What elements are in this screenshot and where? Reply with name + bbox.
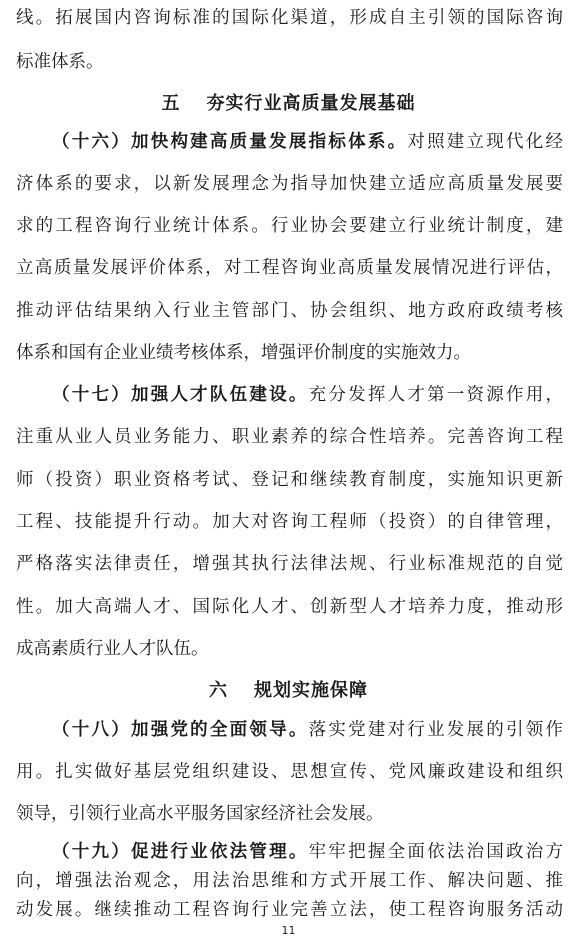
paragraph-text: 落实党建对行业发展的引领作 (308, 720, 564, 740)
text-line: 体系和国有企业业绩考核体系，增强评价制度的实施效力。 (16, 343, 471, 363)
text-line: 求的工程咨询行业统计体系。行业协会要建立行业统计制度，建 (16, 216, 563, 236)
section-title: 规划实施保障 (254, 680, 368, 701)
text-line: 标准体系。 (16, 52, 104, 72)
text-line: 立高质量发展评价体系，对工程咨询业高质量发展情况进行评估， (16, 258, 563, 278)
section-number: 六 (209, 680, 228, 701)
paragraph-lead: （十八）加强党的全面领导。 (52, 720, 309, 740)
paragraph-lead: （十九）促进行业依法管理。 (52, 842, 309, 862)
section-heading (0, 89, 577, 119)
section-number: 五 (161, 93, 181, 114)
text-line: 线。拓展国内咨询标准的国际化渠道，形成自主引领的国际咨询 (16, 8, 563, 28)
text-line: 向，增强法治观念，用法治思维和方式开展工作、解决问题、推 (16, 871, 563, 891)
section-heading (0, 676, 577, 706)
paragraph-start (0, 838, 577, 866)
text-line: 成高素质行业人才队伍。 (16, 639, 209, 659)
paragraph-start (0, 128, 577, 156)
text-line: 推动评估结果纳入行业主管部门、协会组织、地方政府政绩考核 (16, 301, 563, 321)
paragraph-text: 牢牢把握全面依法治国政治方 (308, 842, 564, 862)
text-line: 动发展。继续推动工程咨询行业完善立法，使工程咨询服务活动 (16, 900, 563, 920)
page-number: 11 (281, 924, 296, 937)
text-line: 注重从业人员业务能力、职业素养的综合性培养。完善咨询工程 (16, 427, 563, 447)
paragraph-text: 充分发挥人才第一资源作用， (308, 385, 564, 405)
text-line: 工程、技能提升行动。加大对咨询工程师（投资）的自律管理， (16, 512, 563, 532)
text-line: 严格落实法律责任，增强其执行法律法规、行业标准规范的自觉 (16, 554, 563, 574)
paragraph-start (0, 716, 577, 744)
paragraph-lead: （十六）加快构建高质量发展指标体系。 (52, 132, 408, 152)
text-line: 师（投资）职业资格考试、登记和继续教育制度，实施知识更新 (16, 470, 563, 490)
text-line: 领导，引领行业高水平服务国家经济社会发展。 (16, 804, 384, 824)
section-title: 夯实行业高质量发展基础 (206, 93, 416, 114)
paragraph-start (0, 381, 577, 409)
text-line: 性。加大高端人才、国际化人才、创新型人才培养力度，推动形 (16, 597, 563, 617)
text-line: 用。扎实做好基层党组织建设、思想宣传、党风廉政建设和组织 (16, 762, 563, 782)
paragraph-text: 对照建立现代化经 (407, 132, 564, 152)
paragraph-lead: （十七）加强人才队伍建设。 (52, 385, 309, 405)
text-line: 济体系的要求，以新发展理念为指导加快建立适应高质量发展要 (16, 174, 563, 194)
